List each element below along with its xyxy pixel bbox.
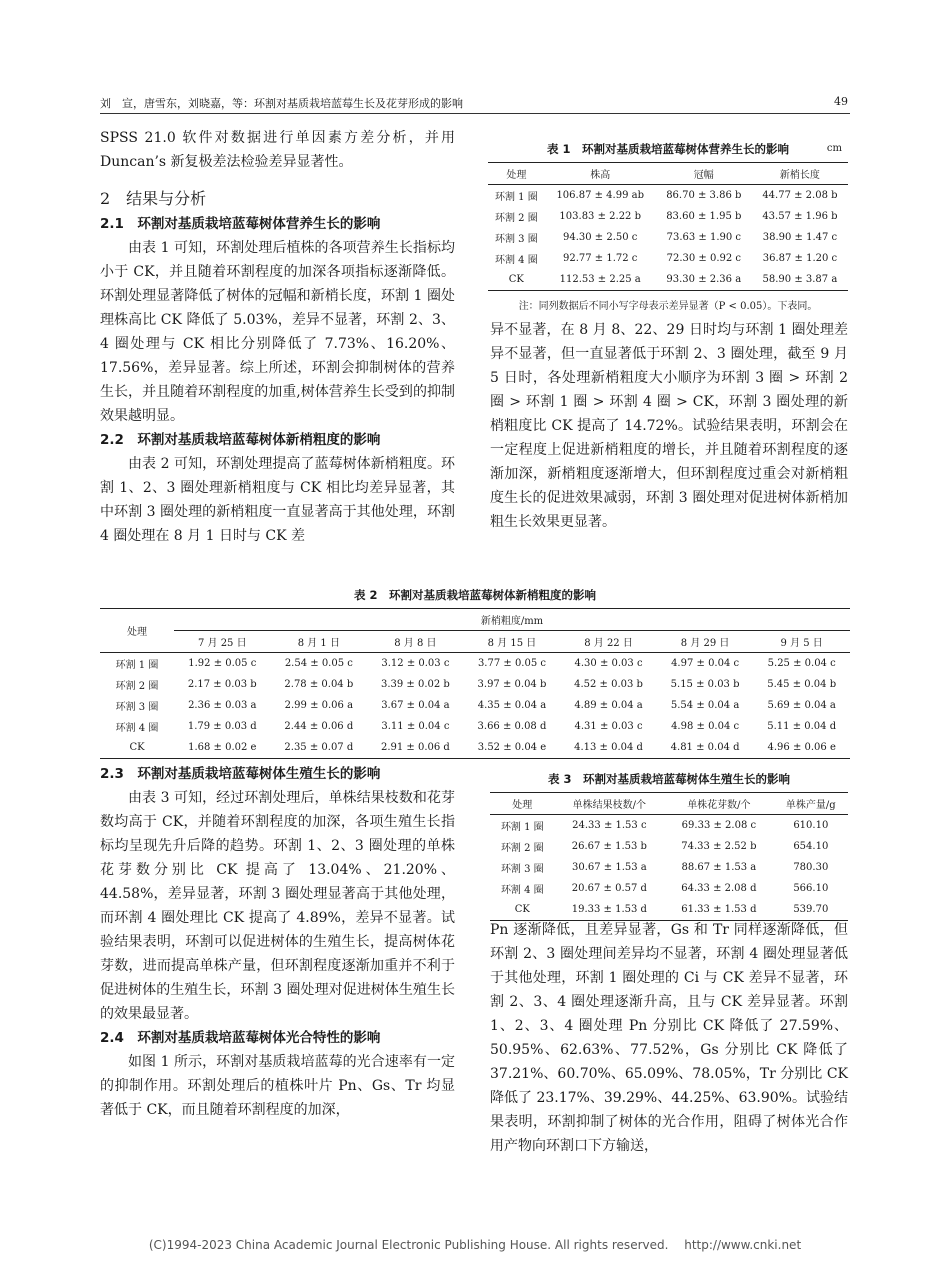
paragraph-2-3: 由表 3 可知，经过环割处理后，单株结果枝数和花芽数均高于 CK，并随着环割程度的加深，各项生殖生长指标均呈现先升后降的趋势。环割 1、2、3 圈处理的单株花芽数分别比 CK 提高了 13.04%、21.20%、44.58%，差异显著，环割 3 圈处理显著高于其他处理，而环割 4 圈处理比 CK 提高了 4.89%，差异不显著。试验结果表明，环割可以促进树体的生殖生长，提高树体花芽数，进而提高单株产量，但环割程度逐渐加重并不利于促进树体的生殖生长，环割 3 圈处理对促进树体生殖生长的效果最显著。 [100, 790, 455, 1022]
table-cell: 103.83 ± 2.22 b [559, 211, 641, 222]
table-cell: 环割 3 圈 [494, 234, 538, 245]
table-header-cell: 单株产量/g [774, 793, 848, 815]
table-header-cell: 处理 [100, 609, 174, 653]
table-cell: 72.30 ± 0.92 c [666, 253, 742, 264]
table-cell: 4.81 ± 0.04 d [670, 742, 740, 753]
table-cell: 5.54 ± 0.04 a [670, 700, 740, 711]
table-cell: 58.90 ± 3.87 a [762, 274, 838, 285]
table-cell: 3.12 ± 0.03 c [381, 658, 450, 669]
table-cell: 539.70 [793, 904, 829, 915]
table-2-header-row [100, 631, 850, 653]
paragraph-2-4: 如图 1 所示，环割对基质栽培蓝莓的光合速率有一定的抑制作用。环割处理后的植株叶片 Pn、Gs、Tr 均显著低于 CK，而且随着环割程度的加深， [100, 1054, 455, 1118]
table-cell: 88.67 ± 1.53 a [681, 862, 757, 873]
table-cell: 2.54 ± 0.05 c [284, 658, 353, 669]
right-column-top [490, 318, 848, 534]
table-3 [490, 770, 848, 921]
table-3-grid [490, 792, 848, 921]
table-row [100, 695, 850, 716]
table-cell: 3.77 ± 0.05 c [477, 658, 546, 669]
table-row [488, 227, 848, 248]
table-header-cell: 单株花芽数/个 [664, 793, 774, 815]
table-cell: 4.89 ± 0.04 a [574, 700, 643, 711]
table-cell: 4.30 ± 0.03 c [574, 658, 643, 669]
table-1-unit: cm [826, 143, 842, 154]
table-header-cell: 8 月 29 日 [657, 631, 754, 653]
table-cell: 2.36 ± 0.03 a [188, 700, 257, 711]
table-cell: 94.30 ± 2.50 c [563, 232, 638, 243]
table-cell: 44.77 ± 2.08 b [762, 190, 838, 201]
table-group-header: 新梢粗度/mm [174, 609, 850, 631]
table-cell: 2.44 ± 0.06 d [284, 721, 354, 732]
table-cell: CK [514, 904, 530, 915]
table-cell: 106.87 ± 4.99 ab [556, 190, 644, 201]
table-cell: 4.52 ± 0.03 b [574, 679, 643, 690]
table-cell: 环割 1 圈 [115, 660, 159, 671]
table-row [490, 815, 848, 837]
table-cell: 环割 2 圈 [500, 843, 544, 854]
table-cell: 环割 4 圈 [115, 723, 159, 734]
table-cell: 4.35 ± 0.04 a [477, 700, 547, 711]
table-cell: 24.33 ± 1.53 c [572, 820, 647, 831]
subsection-heading-2-4: 2.4 环割对基质栽培蓝莓树体光合特性的影响 [100, 1030, 381, 1046]
paragraph-2-2: 由表 2 可知，环割处理提高了蓝莓树体新梢粗度。环割 1、2、3 圈处理新梢粗度与 CK 相比均差异显著，其中环割 3 圈处理的新梢粗度一直显著高于其他处理，环割 4 圈处理在 8 月 1 日时与 CK 差 [100, 456, 455, 544]
table-cell: 4.98 ± 0.04 c [671, 721, 740, 732]
table-cell: 3.11 ± 0.04 c [381, 721, 450, 732]
table-cell: 3.67 ± 0.04 a [381, 700, 450, 711]
paragraph-2-4-continued: Pn 逐渐降低，且差异显著，Gs 和 Tr 同样逐渐降低，但环割 2、3 圈处理间差异均不显著，环割 4 圈处理显著低于其他处理，环割 1 圈处理的 Ci 与 CK 差异不显著，环割 2、3、4 圈处理逐渐升高，且与 CK 差异显著。环割 1、2、3、4 圈处理 Pn 分别比 CK 降低了 27.59%、50.95%、62.63%、77.52%，Gs 分别比 CK 降低了 37.21%、60.70%、65.09%、78.05%，Tr 分别比 CK 降低了 23.17%、39.29%、44.25%、63.90%。试验结果表明，环割抑制了树体的光合作用，阻碍了树体光合作用产物向环割口下方输送， [490, 922, 848, 1154]
table-cell: 1.68 ± 0.02 e [188, 742, 257, 753]
table-cell: 环割 3 圈 [500, 864, 544, 875]
table-cell: 5.15 ± 0.03 b [670, 679, 740, 690]
table-header-cell: 8 月 15 日 [464, 631, 561, 653]
paragraph-2-2-continued: 异不显著，在 8 月 8、22、29 日时均与环割 1 圈处理差异不显著，但一直显著低于环割 2、3 圈处理，截至 9 月 5 日时，各处理新梢粗度大小顺序为环割 3 圈 > 环割 2 圈 > 环割 1 圈 > 环割 4 圈 > CK，环割 3 圈处理的新梢粗度比 CK 提高了 14.72%。试验结果表明，环割会在一定程度上促进新梢粗度的增长，并且随着环割程度的逐渐加深，新梢粗度逐渐增大，但环割程度过重会对新梢粗度生长的促进效果减弱，环割 3 圈处理对促进树体新梢加粗生长效果更显著。 [490, 322, 848, 530]
table-cell: 566.10 [793, 883, 829, 894]
table-cell: 环割 2 圈 [494, 213, 538, 224]
table-cell: 2.78 ± 0.04 b [284, 679, 354, 690]
table-2 [100, 586, 850, 759]
table-3-caption: 表 3 环割对基质栽培蓝莓树体生殖生长的影响 [547, 772, 790, 786]
table-cell: 112.53 ± 2.25 a [559, 274, 641, 285]
table-cell: 654.10 [793, 841, 829, 852]
table-cell: 83.60 ± 1.95 b [666, 211, 742, 222]
table-row [100, 716, 850, 737]
table-cell: 3.52 ± 0.04 e [477, 742, 547, 753]
table-cell: 1.79 ± 0.03 d [187, 721, 257, 732]
table-cell: 环割 3 圈 [115, 702, 159, 713]
table-cell: 3.97 ± 0.04 b [477, 679, 547, 690]
table-row [100, 737, 850, 759]
table-1-grid [488, 162, 848, 291]
table-cell: 30.67 ± 1.53 a [571, 862, 647, 873]
table-cell: 2.17 ± 0.03 b [187, 679, 257, 690]
table-cell: 61.33 ± 1.53 d [681, 904, 757, 915]
table-3-header-row [490, 793, 848, 815]
table-cell: 74.33 ± 2.52 b [681, 841, 757, 852]
table-2-grid [100, 608, 850, 759]
table-cell: 环割 2 圈 [115, 681, 159, 692]
subsection-heading-2-2: 2.2 环割对基质栽培蓝莓树体新梢粗度的影响 [100, 432, 381, 448]
table-cell: 69.33 ± 2.08 c [681, 820, 757, 831]
methods-paragraph: SPSS 21.0 软件对数据进行单因素方差分析，并用 Duncan’s 新复极差法检验差异显著性。 [100, 130, 455, 170]
table-cell: 19.33 ± 1.53 d [571, 904, 647, 915]
table-header-cell: 8 月 8 日 [367, 631, 464, 653]
table-header-cell: 处理 [490, 793, 555, 815]
section-heading-results: 2 结果与分析 [100, 189, 207, 208]
table-cell: 86.70 ± 3.86 b [666, 190, 742, 201]
left-column-top [100, 126, 455, 548]
table-cell: 43.57 ± 1.96 b [762, 211, 838, 222]
table-cell: 5.11 ± 0.04 d [767, 721, 837, 732]
table-header-cell: 7 月 25 日 [174, 631, 271, 653]
table-cell: 38.90 ± 1.47 c [762, 232, 838, 243]
table-header-cell: 8 月 1 日 [271, 631, 368, 653]
table-cell: 2.91 ± 0.06 d [380, 742, 450, 753]
table-1-note: 注：同列数据后不同小写字母表示差异显著（P < 0.05）。下表同。 [518, 301, 818, 312]
table-cell: 2.99 ± 0.06 a [284, 700, 354, 711]
table-1-header-row [488, 163, 848, 185]
table-cell: 5.25 ± 0.04 c [767, 658, 836, 669]
table-cell: 1.92 ± 0.05 c [188, 658, 257, 669]
running-header [100, 95, 850, 114]
table-2-caption: 表 2 环割对基质栽培蓝莓树体新梢粗度的影响 [353, 588, 596, 602]
table-cell: 64.33 ± 2.08 d [681, 883, 757, 894]
table-row [490, 878, 848, 899]
left-column-bottom [100, 762, 455, 1122]
table-1-caption-text: 表 1 环割对基质栽培蓝莓树体营养生长的影响 [546, 142, 789, 156]
table-cell: 92.77 ± 1.72 c [563, 253, 638, 264]
table-header-cell: 新梢长度 [752, 163, 848, 185]
table-header-cell: 8 月 22 日 [560, 631, 657, 653]
running-title: 刘 宣，唐雪东，刘晓嘉，等：环割对基质栽培蓝莓生长及花芽形成的影响 [100, 97, 463, 110]
paragraph-2-1: 由表 1 可知，环割处理后植株的各项营养生长指标均小于 CK，并且随着环割程度的加深各项指标逐渐降低。环割处理显著降低了树体的冠幅和新梢长度，环割 1 圈处理株高比 CK 降低了 5.03%，差异不显著，环割 2、3、4 圈处理与 CK 相比分别降低了 7.73%、16.20%、17.56%，差异显著。综上所述，环割会抑制树体的营养生长，并且随着环割程度的加重,树体营养生长受到的抑制效果越明显。 [100, 240, 455, 424]
table-header-cell: 9 月 5 日 [753, 631, 850, 653]
table-cell: 2.35 ± 0.07 d [284, 742, 354, 753]
table-cell: 26.67 ± 1.53 b [571, 841, 647, 852]
table-cell: 610.10 [793, 820, 829, 831]
table-row [490, 857, 848, 878]
subsection-heading-2-3: 2.3 环割对基质栽培蓝莓树体生殖生长的影响 [100, 766, 381, 782]
table-cell: 环割 1 圈 [494, 192, 538, 203]
table-header-cell: 处理 [488, 163, 545, 185]
table-cell: 20.67 ± 0.57 d [571, 883, 647, 894]
table-cell: CK [129, 742, 145, 753]
table-cell: 5.69 ± 0.04 a [767, 700, 836, 711]
table-cell: 36.87 ± 1.20 c [762, 253, 838, 264]
right-column-bottom [490, 918, 848, 1158]
table-cell: 3.66 ± 0.08 d [477, 721, 547, 732]
page-number: 49 [834, 95, 848, 108]
table-row [490, 836, 848, 857]
table-row [488, 185, 848, 207]
table-cell: CK [508, 274, 524, 285]
table-row [100, 653, 850, 675]
table-cell: 环割 1 圈 [500, 822, 544, 833]
copyright-footer: (C)1994-2023 China Academic Journal Electronic Publishing House. All rights reserved. http://www.cnki.net [148, 1238, 802, 1252]
table-cell: 4.97 ± 0.04 c [671, 658, 740, 669]
table-2-group-row [100, 609, 850, 631]
table-row [488, 248, 848, 269]
table-cell: 93.30 ± 2.36 a [666, 274, 742, 285]
table-cell: 3.39 ± 0.02 b [380, 679, 450, 690]
table-cell: 780.30 [793, 862, 829, 873]
table-cell: 73.63 ± 1.90 c [666, 232, 742, 243]
table-header-cell: 单株结果枝数/个 [555, 793, 665, 815]
table-cell: 环割 4 圈 [494, 255, 538, 266]
table-row [488, 206, 848, 227]
table-1 [488, 140, 848, 312]
table-cell: 4.13 ± 0.04 d [574, 742, 643, 753]
table-header-cell: 株高 [545, 163, 656, 185]
table-row [100, 674, 850, 695]
table-cell: 4.96 ± 0.06 e [767, 742, 836, 753]
table-row [488, 269, 848, 291]
subsection-heading-2-1: 2.1 环割对基质栽培蓝莓树体营养生长的影响 [100, 216, 381, 232]
table-cell: 4.31 ± 0.03 c [574, 721, 643, 732]
table-header-cell: 冠幅 [656, 163, 752, 185]
table-1-caption [488, 140, 848, 158]
table-cell: 5.45 ± 0.04 b [767, 679, 837, 690]
table-cell: 环割 4 圈 [500, 885, 544, 896]
